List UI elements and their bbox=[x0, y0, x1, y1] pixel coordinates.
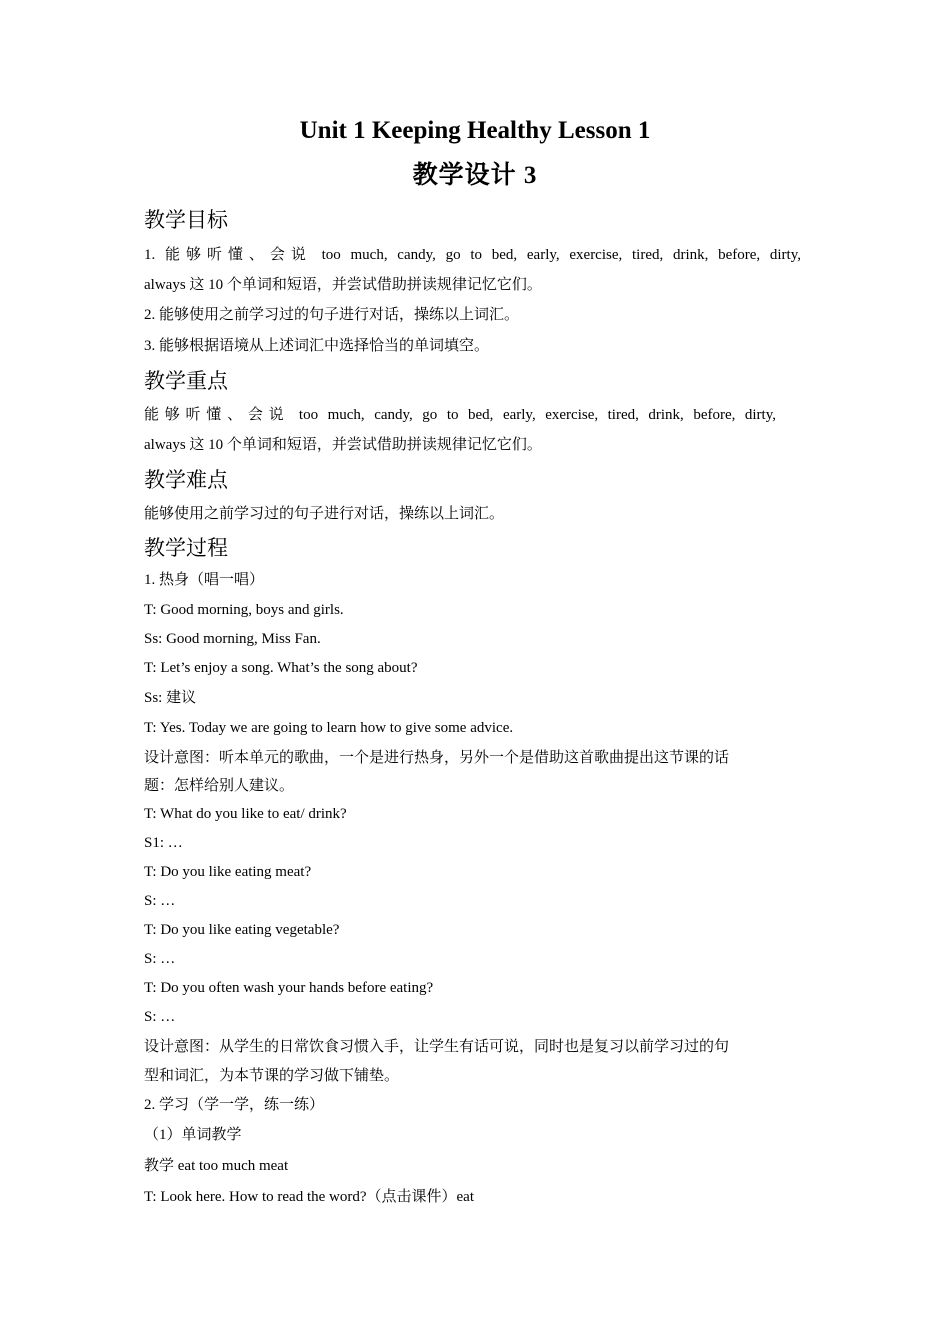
process-line: 型和词汇，为本节课的学习做下铺垫。 bbox=[144, 1068, 400, 1084]
process-line: T: What do you like to eat/ drink? bbox=[144, 806, 347, 822]
objective-line-3: 2. 能够使用之前学习过的句子进行对话，操练以上词汇。 bbox=[144, 307, 520, 323]
difficulties-heading: 教学难点 bbox=[144, 468, 228, 492]
objectives-heading: 教学目标 bbox=[144, 208, 228, 232]
process-line: （1）单词教学 bbox=[144, 1127, 242, 1143]
key-points-line-1: 能够听懂、会说 too much, candy, go to bed, early, exercise, tired, drink, before, dirty, bbox=[144, 407, 776, 423]
document-title: Unit 1 Keeping Healthy Lesson 1 bbox=[299, 117, 651, 144]
process-line: 1. 热身（唱一唱） bbox=[144, 572, 265, 588]
process-line: T: Do you like eating vegetable? bbox=[144, 922, 340, 938]
process-line: T: Good morning, boys and girls. bbox=[144, 602, 344, 618]
process-line: T: Let’s enjoy a song. What’s the song about? bbox=[144, 660, 418, 676]
key-points-heading: 教学重点 bbox=[144, 369, 228, 393]
process-line: Ss: 建议 bbox=[144, 690, 197, 706]
process-line: 设计意图：从学生的日常饮食习惯入手，让学生有话可说，同时也是复习以前学习过的句 bbox=[144, 1039, 730, 1055]
process-line: 教学 eat too much meat bbox=[144, 1158, 289, 1174]
process-line: T: Yes. Today we are going to learn how to give some advice. bbox=[144, 720, 514, 736]
process-line: S: … bbox=[144, 893, 176, 909]
process-line: S: … bbox=[144, 951, 176, 967]
process-heading: 教学过程 bbox=[144, 536, 228, 560]
process-line: 题：怎样给别人建议。 bbox=[144, 778, 295, 794]
process-line: 2. 学习（学一学，练一练） bbox=[144, 1097, 325, 1113]
process-line: T: Do you often wash your hands before eating? bbox=[144, 980, 434, 996]
key-points-line-2: always 这 10 个单词和短语，并尝试借助拼读规律记忆它们。 bbox=[144, 437, 542, 453]
process-line: 设计意图：听本单元的歌曲，一个是进行热身，另外一个是借助这首歌曲提出这节课的话 bbox=[144, 750, 730, 766]
process-line: T: Do you like eating meat? bbox=[144, 864, 312, 880]
objective-line-2: always 这 10 个单词和短语，并尝试借助拼读规律记忆它们。 bbox=[144, 277, 542, 293]
objective-line-1: 1. 能够听懂、会说 too much, candy, go to bed, early, exercise, tired, drink, before, dirty, bbox=[144, 247, 801, 263]
document-subtitle: 教学设计 3 bbox=[412, 162, 538, 189]
process-line: S1: … bbox=[144, 835, 183, 851]
process-line: T: Look here. How to read the word?（点击课件）eat bbox=[144, 1189, 474, 1205]
difficulties-line-1: 能够使用之前学习过的句子进行对话，操练以上词汇。 bbox=[144, 506, 505, 522]
objective-line-4: 3. 能够根据语境从上述词汇中选择恰当的单词填空。 bbox=[144, 338, 490, 354]
process-line: Ss: Good morning, Miss Fan. bbox=[144, 631, 321, 647]
process-line: S: … bbox=[144, 1009, 176, 1025]
